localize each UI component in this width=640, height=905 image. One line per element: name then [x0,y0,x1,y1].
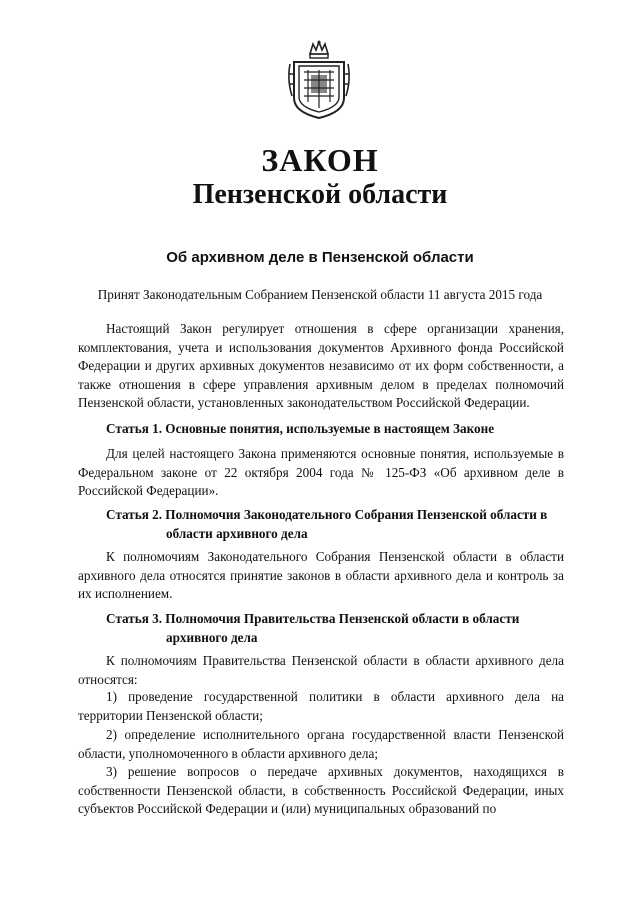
article-3-heading-text: Статья 3. Полномочия Правительства Пензенской области в области [106,611,520,626]
coat-of-arms-icon [286,40,352,120]
preamble-paragraph: Настоящий Закон регулирует отношения в сфере организации хранения, комплектования, учета и использования документов Архивного фонда Российской Федерации и других архивных документов независимо от их форм собственности, а также отношения в сфере управления архивным делом в пределах полномочий Пензенской области, установленных законодательством Российской Федерации. [78,321,564,410]
article-2-paragraph: К полномочиям Законодательного Собрания Пензенской области в области архивного дела относятся принятие законов в области архивного дела и контроль за их исполнением. [78,549,564,601]
law-name: Об архивном деле в Пензенской области [166,249,474,266]
document-subtitle: Пензенской области [192,179,448,210]
article-3-heading-continuation: архивного дела [166,630,258,645]
article-3-paragraph: К полномочиям Правительства Пензенской области в области архивного дела относятся: [78,653,564,687]
article-3-item-2: 2) определение исполнительного органа государственной власти Пензенской области, уполномоченного в области архивного дела; [78,727,564,761]
article-2-heading [106,505,562,543]
document-title: ЗАКОН [261,142,379,178]
article-3-item-3: 3) решение вопросов о передаче архивных документов, находящихся в собственности Пензенской области, в собственность Российской Федерации, иных субъектов Российской Федерации и (или) муниципальных образований по [78,764,564,816]
adoption-note: Принят Законодательным Собранием Пензенской области 11 августа 2015 года [97,287,543,302]
article-1-heading-text: Статья 1. Основные понятия, используемые в настоящем Законе [106,421,495,436]
article-2-heading-continuation: области архивного дела [166,526,308,541]
article-1-paragraph: Для целей настоящего Закона применяются основные понятия, используемые в Федеральном законе от 22 октября 2004 года № 125-ФЗ «Об архивном деле в Российской Федерации». [78,446,564,498]
article-1-heading [106,419,562,438]
article-3-item-1: 1) проведение государственной политики в области архивного дела на территории Пензенской области; [78,689,564,723]
article-3-heading [106,609,562,647]
article-2-heading-text: Статья 2. Полномочия Законодательного Собрания Пензенской области в [106,507,548,522]
